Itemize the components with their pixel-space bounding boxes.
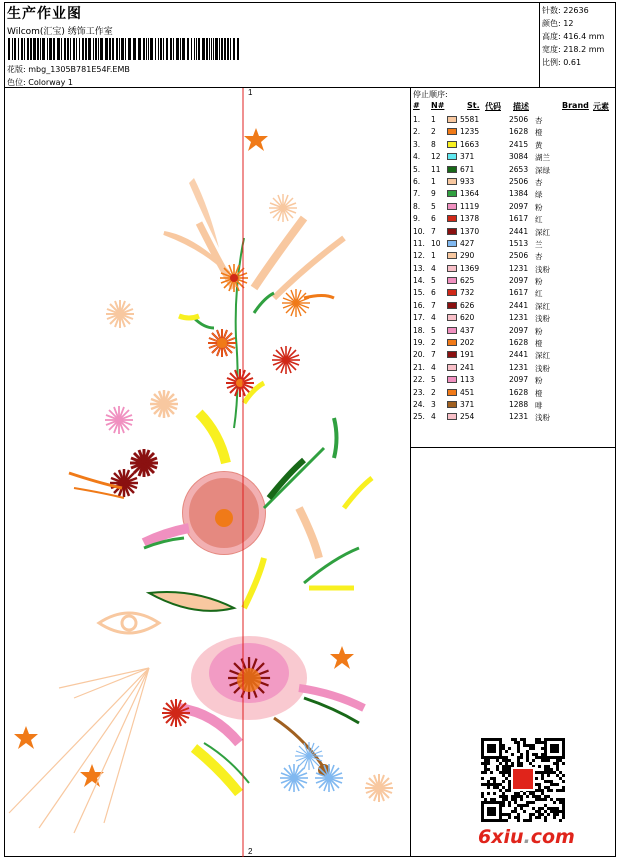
thread-description: 红 <box>535 289 543 299</box>
thread-description: 粉 <box>535 202 543 212</box>
stitch-count: 371 <box>460 399 475 409</box>
header <box>4 2 540 88</box>
stop-sequence-rows <box>411 114 616 424</box>
thread-description: 浅粉 <box>535 264 550 274</box>
row-number: 19. <box>413 338 425 348</box>
table-row <box>411 238 616 250</box>
thread-code: 3084 <box>509 152 529 162</box>
thread-code: 1231 <box>509 362 529 372</box>
thread-code: 2441 <box>509 350 529 360</box>
color-swatch <box>447 277 457 284</box>
thread-code: 1628 <box>509 338 529 348</box>
row-number: 1. <box>413 115 421 124</box>
thread-description: 浅粉 <box>535 413 550 423</box>
marker-top: 1 <box>248 88 253 97</box>
row-number: 14. <box>413 276 425 286</box>
top-flower-sprig <box>164 178 344 463</box>
table-row <box>411 325 616 337</box>
color-swatch <box>447 327 457 334</box>
color-swatch <box>447 302 457 309</box>
table-row <box>411 337 616 349</box>
table-row <box>411 151 616 163</box>
thread-description: 杏 <box>535 177 543 187</box>
row-number: 4. <box>413 152 421 162</box>
row-number: 8. <box>413 201 421 211</box>
color-swatch <box>447 289 457 296</box>
table-row <box>411 387 616 399</box>
eye-ornament <box>99 613 159 633</box>
stitch-count: 625 <box>460 276 475 286</box>
thread-code: 2097 <box>509 375 529 385</box>
color-swatch <box>447 215 457 222</box>
needle-number: 7 <box>431 350 436 360</box>
thread-code: 2506 <box>509 115 529 124</box>
needle-number: 3 <box>431 399 436 409</box>
stitch-count: 620 <box>460 313 475 323</box>
stitch-count: 202 <box>460 338 475 348</box>
color-swatch <box>447 364 457 371</box>
row-number: 22. <box>413 375 425 385</box>
needle-number: 6 <box>431 214 436 224</box>
color-swatch <box>447 240 457 247</box>
embroidery-artwork <box>4 88 411 857</box>
row-number: 16. <box>413 300 425 310</box>
row-number: 6. <box>413 176 421 186</box>
table-row <box>411 300 616 312</box>
thread-description: 杏 <box>535 252 543 262</box>
design-stats <box>540 2 616 88</box>
star-ornament <box>14 726 38 749</box>
thread-code: 2415 <box>509 139 529 149</box>
thread-code: 2506 <box>509 251 529 261</box>
needle-number: 4 <box>431 263 436 273</box>
thread-description: 深红 <box>535 301 550 311</box>
burst-ornament <box>105 406 133 434</box>
stitch-count: 1364 <box>460 189 480 199</box>
color-swatch <box>447 252 457 259</box>
stitch-count: 437 <box>460 325 475 335</box>
table-row <box>411 399 616 411</box>
colorway-label: 色位: <box>7 78 26 87</box>
stitch-count: 191 <box>460 350 475 360</box>
color-swatch <box>447 141 457 148</box>
row-number: 18. <box>413 325 425 335</box>
bottom-flower <box>162 636 364 793</box>
needle-number: 12 <box>431 152 441 162</box>
thread-description: 黄 <box>535 140 543 150</box>
color-swatch <box>447 351 457 358</box>
color-swatch <box>447 166 457 173</box>
thread-description: 啡 <box>535 400 543 410</box>
thread-code: 2653 <box>509 164 529 174</box>
color-swatch <box>447 401 457 408</box>
thread-description: 粉 <box>535 376 543 386</box>
color-swatch <box>447 339 457 346</box>
burst-ornament <box>150 390 178 418</box>
star-ornament <box>330 646 354 669</box>
table-row <box>411 126 616 138</box>
color-swatch <box>447 116 457 123</box>
thread-description: 湖兰 <box>535 153 550 163</box>
stitch-count: 254 <box>460 412 475 422</box>
row-number: 15. <box>413 288 425 298</box>
stitch-count: 427 <box>460 238 475 248</box>
barcode <box>8 38 240 60</box>
thread-description: 浅粉 <box>535 363 550 373</box>
table-row <box>411 164 616 176</box>
needle-number: 1 <box>431 251 436 261</box>
thread-code: 1231 <box>509 313 529 323</box>
thread-code: 1617 <box>509 214 529 224</box>
row-number: 25. <box>413 412 425 422</box>
stitch-count: 451 <box>460 387 475 397</box>
star-ornament <box>244 128 268 151</box>
table-row <box>411 275 616 287</box>
color-swatch <box>447 178 457 185</box>
needle-number: 4 <box>431 362 436 372</box>
stitch-count: 241 <box>460 362 475 372</box>
page-title: 生产作业图 <box>7 6 82 22</box>
needle-number: 6 <box>431 288 436 298</box>
table-row <box>411 263 616 275</box>
table-header <box>411 101 616 113</box>
color-swatch <box>447 265 457 272</box>
thread-description: 粉 <box>535 326 543 336</box>
row-number: 7. <box>413 189 421 199</box>
col-desc: 描述 <box>513 102 529 111</box>
embroidery-canvas <box>4 88 411 857</box>
needle-number: 7 <box>431 226 436 236</box>
col-st: St. <box>467 101 480 110</box>
thread-code: 1617 <box>509 288 529 298</box>
stop-sequence-title: 停止顺序: <box>413 90 448 99</box>
stitch-count: 732 <box>460 288 475 298</box>
thread-description: 红 <box>535 215 543 225</box>
row-number: 3. <box>413 139 421 149</box>
col-code: 代码 <box>485 102 501 111</box>
needle-number: 7 <box>431 300 436 310</box>
row-number: 11. <box>413 238 425 248</box>
burst-ornament <box>269 194 297 222</box>
needle-number: 1 <box>431 115 436 124</box>
needle-number: 2 <box>431 387 436 397</box>
stitch-count: 626 <box>460 300 475 310</box>
col-n: N# <box>431 101 445 110</box>
row-number: 10. <box>413 226 425 236</box>
row-number: 24. <box>413 399 425 409</box>
table-row <box>411 226 616 238</box>
stat-height: 高度: 416.4 mm <box>542 32 605 41</box>
stat-stitches: 针数: 22636 <box>542 6 589 15</box>
stitch-count: 1378 <box>460 214 480 224</box>
needle-number: 9 <box>431 189 436 199</box>
design-label: 花版: <box>7 65 26 74</box>
stitch-count: 1370 <box>460 226 480 236</box>
table-row <box>411 139 616 151</box>
row-number: 9. <box>413 214 421 224</box>
table-row <box>411 349 616 361</box>
stitch-count: 113 <box>460 375 475 385</box>
thread-description: 粉 <box>535 277 543 287</box>
thread-description: 深绿 <box>535 165 550 175</box>
table-row <box>411 201 616 213</box>
burst-ornament <box>365 774 393 802</box>
thread-description: 橙 <box>535 128 543 138</box>
needle-number: 4 <box>431 412 436 422</box>
qr-code <box>480 738 566 822</box>
stat-scale: 比例: 0.61 <box>542 58 582 67</box>
colorway-value: Colorway 1 <box>28 78 73 87</box>
needle-number: 11 <box>431 164 441 174</box>
site-watermark: 6xiu.com <box>478 826 575 848</box>
stitch-count: 1235 <box>460 127 480 137</box>
needle-number: 10 <box>431 238 441 248</box>
thread-code: 1288 <box>509 399 529 409</box>
stitch-count: 1369 <box>460 263 480 273</box>
color-swatch <box>447 228 457 235</box>
stitch-count: 1119 <box>460 201 480 211</box>
stat-colors: 颜色: 12 <box>542 19 574 28</box>
needle-number: 1 <box>431 176 436 186</box>
color-swatch <box>447 203 457 210</box>
left-leaf <box>149 558 264 611</box>
thread-code: 1231 <box>509 263 529 273</box>
row-number: 17. <box>413 313 425 323</box>
color-swatch <box>447 153 457 160</box>
color-swatch <box>447 190 457 197</box>
col-num: # <box>413 101 420 110</box>
thread-code: 2441 <box>509 300 529 310</box>
needle-number: 5 <box>431 325 436 335</box>
table-row <box>411 287 616 299</box>
thread-code: 2097 <box>509 325 529 335</box>
color-swatch <box>447 413 457 420</box>
thread-description: 兰 <box>535 239 543 249</box>
color-swatch <box>447 389 457 396</box>
needle-number: 4 <box>431 313 436 323</box>
sun-rays <box>9 668 149 833</box>
needle-number: 5 <box>431 276 436 286</box>
stop-sequence-panel <box>411 88 616 448</box>
needle-number: 5 <box>431 375 436 385</box>
thread-code: 1513 <box>509 238 529 248</box>
stitch-count: 1663 <box>460 139 480 149</box>
design-file-line <box>7 64 130 75</box>
table-row <box>411 213 616 225</box>
table-row <box>411 176 616 188</box>
thread-code: 1231 <box>509 412 529 422</box>
design-file: mbg_1305B781E54F.EMB <box>28 65 130 74</box>
thread-code: 1384 <box>509 189 529 199</box>
thread-code: 2097 <box>509 201 529 211</box>
row-number: 13. <box>413 263 425 273</box>
needle-number: 2 <box>431 338 436 348</box>
table-row <box>411 362 616 374</box>
stitch-count: 671 <box>460 164 475 174</box>
thread-description: 浅粉 <box>535 314 550 324</box>
table-row <box>411 374 616 386</box>
thread-code: 2097 <box>509 276 529 286</box>
stitch-count: 290 <box>460 251 475 261</box>
thread-description: 深红 <box>535 227 550 237</box>
table-row <box>411 312 616 324</box>
row-number: 2. <box>413 127 421 137</box>
color-swatch <box>447 314 457 321</box>
row-number: 21. <box>413 362 425 372</box>
row-number: 5. <box>413 164 421 174</box>
thread-description: 杏 <box>535 116 543 125</box>
stat-width: 宽度: 218.2 mm <box>542 45 605 54</box>
company-name: Wilcom(汇宝) 绣饰工作室 <box>7 27 113 37</box>
color-swatch <box>447 376 457 383</box>
table-row <box>411 250 616 262</box>
col-brand: Brand <box>562 101 589 110</box>
thread-description: 绿 <box>535 190 543 200</box>
col-element: 元素 <box>593 102 609 111</box>
row-number: 23. <box>413 387 425 397</box>
table-row <box>411 188 616 200</box>
needle-number: 2 <box>431 127 436 137</box>
stitch-count: 933 <box>460 176 475 186</box>
table-row <box>411 114 616 126</box>
row-number: 20. <box>413 350 425 360</box>
colorway-line <box>7 77 73 88</box>
marker-bottom: 2 <box>248 847 253 856</box>
thread-description: 橙 <box>535 339 543 349</box>
thread-code: 2441 <box>509 226 529 236</box>
thread-description: 橙 <box>535 388 543 398</box>
row-number: 12. <box>413 251 425 261</box>
burst-ornament <box>106 300 134 328</box>
thread-description: 深红 <box>535 351 550 361</box>
needle-number: 8 <box>431 139 436 149</box>
thread-code: 1628 <box>509 387 529 397</box>
stitch-count: 5581 <box>460 115 480 124</box>
table-row <box>411 411 616 423</box>
stitch-count: 371 <box>460 152 475 162</box>
needle-number: 5 <box>431 201 436 211</box>
thread-code: 2506 <box>509 176 529 186</box>
thread-code: 1628 <box>509 127 529 137</box>
color-swatch <box>447 128 457 135</box>
